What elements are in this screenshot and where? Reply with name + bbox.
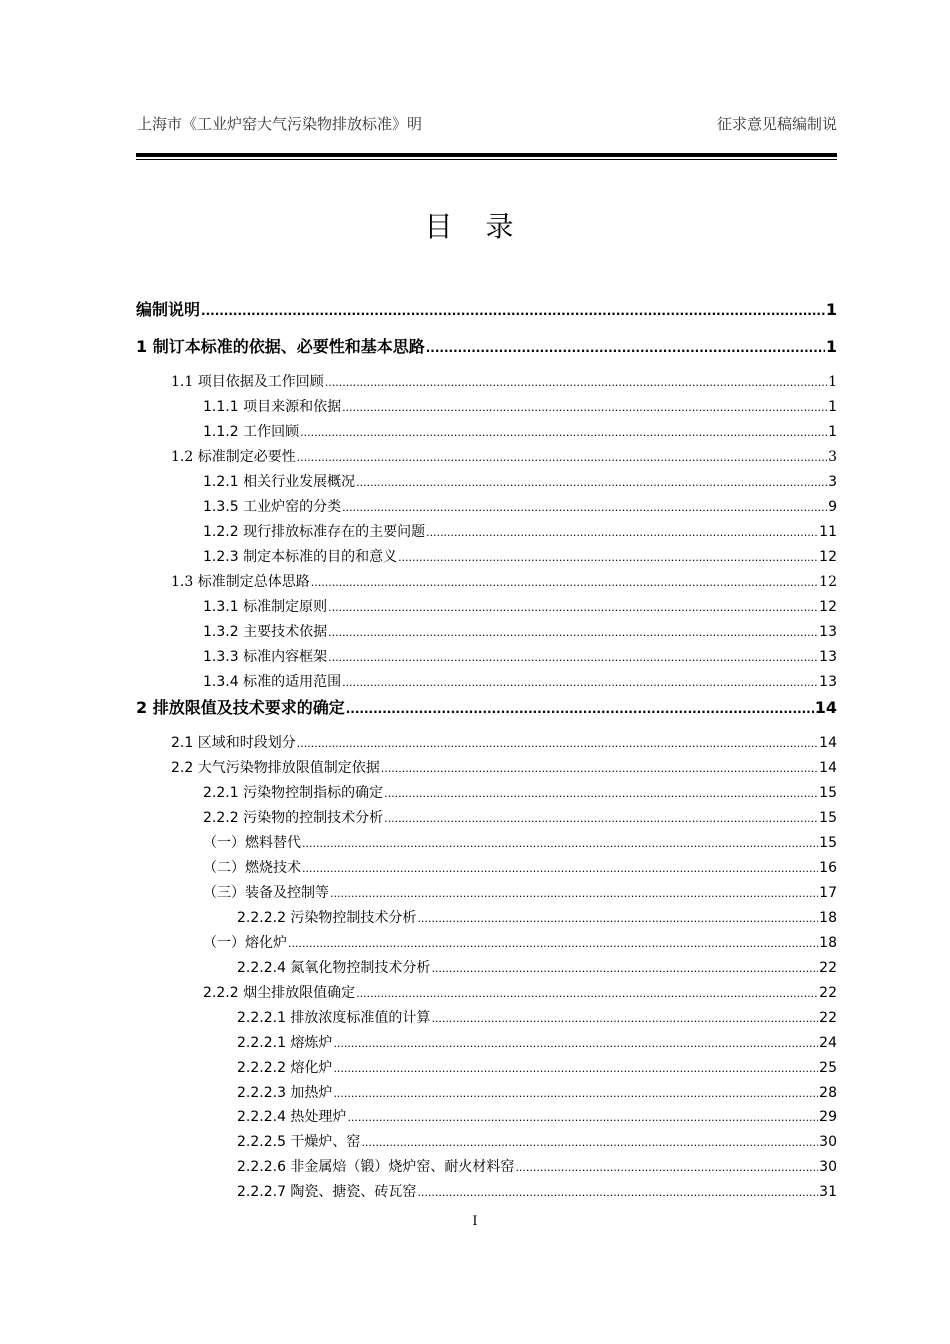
toc-entry-page: 1: [828, 424, 837, 440]
toc-leader-dots: [302, 862, 818, 875]
toc-entry-page: 15: [819, 810, 837, 826]
toc-entry-label: 2 排放限值及技术要求的确定: [136, 698, 345, 717]
toc-entry-label: 1.1.2 工作回顾: [203, 424, 300, 440]
toc-entry-label: 1.3 标准制定总体思路: [171, 574, 310, 590]
toc-leader-dots: [384, 787, 818, 800]
toc-entry-page: 12: [819, 599, 837, 615]
toc-entry-page: 22: [819, 1010, 837, 1026]
toc-entry[interactable]: [237, 1181, 837, 1201]
toc-entry[interactable]: [171, 571, 837, 591]
toc-leader-dots: [297, 737, 818, 750]
toc-entry-label: （二）燃烧技术: [203, 860, 301, 876]
toc-entry[interactable]: [203, 471, 837, 491]
toc-entry-page: 3: [828, 474, 837, 490]
toc-entry[interactable]: [203, 496, 837, 516]
toc-entry-label: 2.2.2.2 污染物控制技术分析: [237, 910, 417, 926]
toc-leader-dots: [417, 912, 818, 925]
toc-entry[interactable]: [237, 957, 837, 977]
toc-entry[interactable]: [237, 1131, 837, 1151]
toc-entry[interactable]: [237, 1106, 837, 1126]
toc-entry[interactable]: [237, 1032, 837, 1052]
toc-entry[interactable]: [171, 757, 837, 777]
toc-entry[interactable]: [203, 807, 837, 827]
toc-leader-dots: [328, 601, 818, 614]
toc-entry-label: 2.2.2.4 热处理炉: [237, 1109, 347, 1125]
toc-entry-page: 30: [819, 1134, 837, 1150]
toc-entry-page: 1: [825, 300, 837, 319]
toc-entry-page: 18: [819, 910, 837, 926]
toc-entry-label: 2.2.2 污染物的控制技术分析: [203, 810, 384, 826]
toc-entry-label: 1.3.2 主要技术依据: [203, 624, 328, 640]
toc-entry[interactable]: [237, 1007, 837, 1027]
toc-entry[interactable]: [237, 1156, 837, 1176]
toc-entry-label: 2.2.1 污染物控制指标的确定: [203, 785, 384, 801]
toc-leader-dots: [431, 1012, 818, 1025]
toc-entry-label: 1 制订本标准的依据、必要性和基本思路: [136, 337, 425, 356]
toc-entry-page: 14: [819, 735, 837, 751]
page-title: 目 录: [424, 210, 526, 243]
toc-entry-label: 2.2.2 烟尘排放限值确定: [203, 985, 356, 1001]
toc-entry[interactable]: [203, 396, 837, 416]
toc-entry-page: 1: [828, 399, 837, 415]
toc-entry-label: 2.1 区域和时段划分: [171, 735, 296, 751]
toc-entry-label: 1.2.2 现行排放标准存在的主要问题: [203, 524, 426, 540]
toc-entry[interactable]: [203, 882, 837, 902]
toc-leader-dots: [347, 1111, 818, 1124]
toc-entry-label: 2.2.2.3 加热炉: [237, 1085, 333, 1101]
toc-entry-label: 1.1.1 项目来源和依据: [203, 399, 342, 415]
toc-leader-dots: [398, 551, 818, 564]
toc-entry-page: 18: [819, 935, 837, 951]
toc-leader-dots: [300, 426, 827, 439]
toc-entry-page: 13: [819, 624, 837, 640]
toc-leader-dots: [302, 837, 818, 850]
toc-entry-label: 2.2 大气污染物排放限值制定依据: [171, 760, 380, 776]
toc-leader-dots: [333, 1037, 818, 1050]
toc-entry-page: 31: [819, 1184, 837, 1200]
toc-entry-page: 9: [828, 499, 837, 515]
toc-leader-dots: [328, 626, 818, 639]
toc-entry-page: 28: [819, 1085, 837, 1101]
toc-entry-label: 1.2 标准制定必要性: [171, 449, 296, 465]
toc-leader-dots: [297, 451, 827, 464]
toc-entry-label: 1.1 项目依据及工作回顾: [171, 374, 324, 390]
toc-entry-label: 2.2.2.2 熔化炉: [237, 1060, 333, 1076]
toc-leader-dots: [431, 962, 818, 975]
toc-entry-page: 29: [819, 1109, 837, 1125]
toc-entry-page: 30: [819, 1159, 837, 1175]
toc-entry-page: 1: [825, 337, 837, 356]
toc-entry-page: 22: [819, 985, 837, 1001]
toc-entry[interactable]: [171, 446, 837, 466]
toc-entry-page: 17: [819, 885, 837, 901]
toc-entry-label: 2.2.2.1 排放浓度标准值的计算: [237, 1010, 431, 1026]
toc-entry-page: 22: [819, 960, 837, 976]
toc-entry-page: 15: [819, 785, 837, 801]
toc-leader-dots: [342, 676, 818, 689]
toc-entry[interactable]: [203, 596, 837, 616]
toc-entry[interactable]: [203, 932, 837, 952]
toc-entry-label: 1.3.1 标准制定原则: [203, 599, 328, 615]
toc-entry-label: （三）装备及控制等: [203, 885, 329, 901]
toc-leader-dots: [330, 887, 818, 900]
toc-entry-label: （一）熔化炉: [203, 935, 287, 951]
toc-entry-label: 1.3.4 标准的适用范围: [203, 674, 342, 690]
toc-entry-page: 25: [819, 1060, 837, 1076]
toc-leader-dots: [356, 476, 827, 489]
toc-entry-label: 1.2.1 相关行业发展概况: [203, 474, 356, 490]
toc-entry[interactable]: [203, 671, 837, 691]
toc-entry-page: 16: [819, 860, 837, 876]
toc-entry-label: 2.2.2.6 非金属焙（锻）烧炉窑、耐火材料窑: [237, 1159, 515, 1175]
toc-leader-dots: [342, 501, 827, 514]
toc-entry[interactable]: [136, 334, 837, 357]
page-number: I: [472, 1214, 478, 1229]
toc-entry-page: 13: [819, 674, 837, 690]
toc-entry[interactable]: [203, 857, 837, 877]
toc-leader-dots: [325, 376, 827, 389]
toc-leader-dots: [361, 1136, 818, 1149]
toc-entry-label: 1.3.3 标准内容框架: [203, 649, 328, 665]
toc-entry-label: 2.2.2.1 熔炼炉: [237, 1035, 333, 1051]
toc-entry-page: 12: [819, 549, 837, 565]
toc-entry-page: 1: [828, 374, 837, 390]
toc-leader-dots: [328, 651, 818, 664]
toc-leader-dots: [356, 987, 818, 1000]
toc-entry-page: 13: [819, 649, 837, 665]
toc-entry-page: 3: [828, 449, 837, 465]
toc-leader-dots: [333, 1087, 818, 1100]
toc-entry-page: 11: [819, 524, 837, 540]
toc-entry[interactable]: [203, 832, 837, 852]
toc-entry-page: 24: [819, 1035, 837, 1051]
toc-leader-dots: [288, 937, 818, 950]
toc-entry-label: 1.2.3 制定本标准的目的和意义: [203, 549, 398, 565]
toc-entry-label: 编制说明: [136, 300, 201, 319]
toc-entry-page: 14: [819, 760, 837, 776]
toc-entry-label: 2.2.2.7 陶瓷、搪瓷、砖瓦窑: [237, 1184, 417, 1200]
toc-leader-dots: [201, 304, 825, 318]
toc-leader-dots: [417, 1186, 818, 1199]
header-document-title: 上海市《工业炉窑大气污染物排放标准》明: [137, 115, 423, 133]
toc-entry[interactable]: [203, 982, 837, 1002]
toc-entry[interactable]: [203, 782, 837, 802]
toc-entry[interactable]: [171, 732, 837, 752]
toc-entry-label: 2.2.2.4 氮氧化物控制技术分析: [237, 960, 431, 976]
toc-entry-page: 12: [819, 574, 837, 590]
header-document-type: 征求意见稿编制说: [716, 115, 837, 133]
toc-leader-dots: [426, 341, 825, 355]
toc-entry[interactable]: [136, 695, 837, 718]
toc-entry-page: 15: [819, 835, 837, 851]
toc-entry[interactable]: [203, 546, 837, 566]
toc-entry-label: 2.2.2.5 干燥炉、窑: [237, 1134, 361, 1150]
toc-entry[interactable]: [237, 1057, 837, 1077]
toc-entry[interactable]: [203, 621, 837, 641]
toc-entry-label: 1.3.5 工业炉窑的分类: [203, 499, 342, 515]
toc-entry[interactable]: [136, 297, 837, 320]
toc-entry[interactable]: [237, 1082, 837, 1102]
toc-entry[interactable]: [237, 907, 837, 927]
toc-entry-page: 14: [814, 698, 837, 717]
toc-leader-dots: [346, 702, 814, 716]
toc-entry[interactable]: [171, 371, 837, 391]
toc-leader-dots: [384, 812, 818, 825]
toc-entry[interactable]: [203, 421, 837, 441]
toc-leader-dots: [381, 762, 818, 775]
toc-leader-dots: [333, 1062, 818, 1075]
toc-entry[interactable]: [203, 521, 837, 541]
toc-leader-dots: [342, 401, 827, 414]
toc-entry-label: （一）燃料替代: [203, 835, 301, 851]
toc-leader-dots: [515, 1161, 818, 1174]
toc-leader-dots: [311, 576, 818, 589]
toc-leader-dots: [426, 526, 818, 539]
toc-entry[interactable]: [203, 646, 837, 666]
